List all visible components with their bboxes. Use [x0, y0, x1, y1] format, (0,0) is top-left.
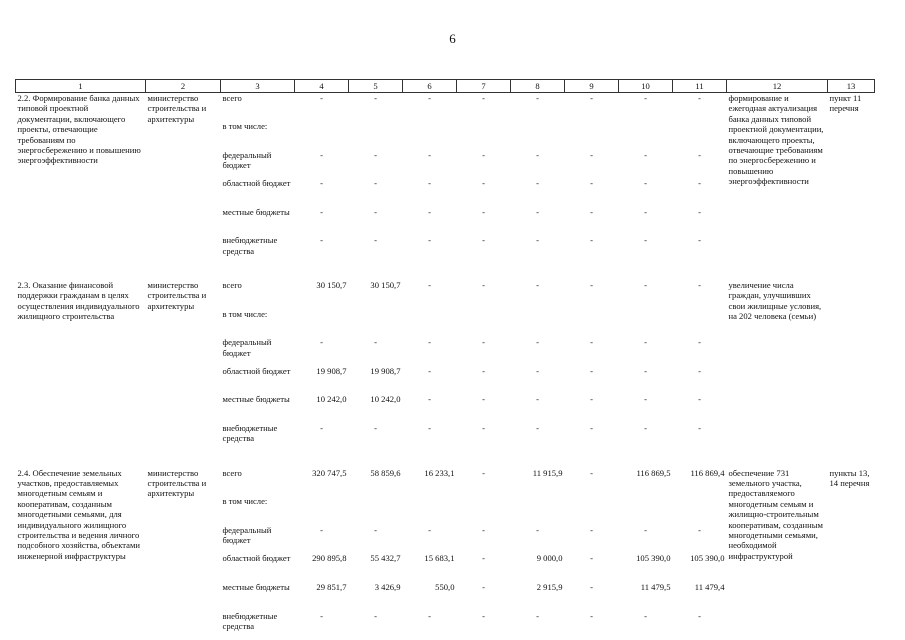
amount-cell: - [482, 610, 485, 621]
amount-cell: - [536, 280, 539, 291]
amount-cell: - [644, 280, 647, 291]
amount-cell: - [590, 235, 593, 246]
amount-cell [295, 309, 349, 338]
amount-cell: - [698, 206, 701, 217]
section-spacer [16, 264, 875, 280]
amount-cell: - [644, 423, 647, 434]
amount-cell [619, 309, 673, 338]
amount-cell: - [428, 206, 431, 217]
amount-cell: 30 150,7 [316, 280, 347, 291]
page-number: 6 [449, 31, 456, 46]
amount-cell [673, 496, 727, 525]
amount-cell: - [590, 93, 593, 103]
amount-cell: - [428, 280, 431, 291]
amount-cell [511, 121, 565, 150]
amount-cell [673, 309, 727, 338]
column-header-7: 7 [457, 80, 511, 93]
header-row [16, 80, 875, 93]
amount-cell: - [590, 149, 593, 160]
amount-cell: 9 000,0 [536, 553, 563, 564]
amount-cell: - [482, 394, 485, 405]
amount-cell: - [536, 365, 539, 376]
amount-cell: - [482, 423, 485, 434]
amount-cell: - [320, 178, 323, 189]
amount-cell [565, 309, 619, 338]
amount-cell [511, 309, 565, 338]
amount-cell: - [482, 467, 485, 478]
amount-cell: - [644, 206, 647, 217]
amount-cell: - [374, 423, 377, 434]
program-table [15, 79, 875, 639]
expected-result: обеспечение 731 земельного участка, предоставляемого многодетным семьям и жилищно-строительным кооперативам, созданным многодетными семьями, необходимой инфраструктурой [728, 467, 823, 561]
amount-cell: - [698, 149, 701, 160]
amount-cell [295, 496, 349, 525]
amount-cell: - [698, 337, 701, 348]
amount-cell: 11 479,5 [640, 582, 671, 592]
amount-cell: 320 747,5 [312, 467, 347, 478]
amount-cell [457, 121, 511, 150]
list-reference [828, 280, 875, 452]
amount-cell: - [482, 280, 485, 291]
amount-cell [457, 496, 511, 525]
amount-cell: - [698, 280, 701, 291]
funding-source-label: в том числе: [222, 496, 268, 507]
amount-cell: - [374, 178, 377, 189]
amount-cell: - [374, 149, 377, 160]
amount-cell: 550,0 [435, 582, 455, 592]
funding-source-label: внебюджетные средства [222, 610, 278, 631]
amount-cell: - [320, 610, 323, 621]
amount-cell: - [428, 235, 431, 246]
amount-cell [403, 309, 457, 338]
funding-source-label: внебюджетные средства [222, 235, 278, 256]
amount-cell: - [536, 337, 539, 348]
amount-cell: - [536, 149, 539, 160]
amount-cell: - [482, 524, 485, 535]
amount-cell [403, 496, 457, 525]
funding-source-label: в том числе: [222, 121, 268, 132]
executor: министерство строительства и архитектуры [147, 467, 207, 499]
expected-result: увеличение числа граждан, улучшивших свои жилищные условия, на 202 человека (семьи) [728, 280, 822, 322]
executor: министерство строительства и архитектуры [147, 93, 207, 124]
amount-cell: - [590, 337, 593, 348]
column-header-2: 2 [146, 80, 221, 93]
funding-source-label: всего [222, 93, 242, 103]
amount-cell: - [590, 280, 593, 291]
amount-cell: - [590, 206, 593, 217]
table-row [16, 280, 875, 309]
amount-cell: - [374, 206, 377, 217]
funding-source-label: всего [222, 467, 242, 478]
amount-cell: 105 390,0 [690, 553, 725, 564]
measure-name: 2.4. Обеспечение земельных участков, предоставляемых многодетным семьям и кооперативам, созданным многодетными семьями, для индивидуального жилищного строительства и ведения личного подсобного хозяйства, объектами инженерной инфраструктуры [17, 467, 140, 561]
amount-cell: - [698, 235, 701, 246]
amount-cell: - [590, 610, 593, 621]
amount-cell: 30 150,7 [370, 280, 401, 291]
amount-cell: - [590, 394, 593, 405]
amount-cell: - [428, 149, 431, 160]
amount-cell: - [644, 337, 647, 348]
amount-cell: - [536, 524, 539, 535]
amount-cell: - [482, 553, 485, 564]
amount-cell: 19 908,7 [316, 365, 347, 376]
amount-cell: - [482, 235, 485, 246]
amount-cell: - [374, 524, 377, 535]
amount-cell: - [320, 93, 323, 103]
amount-cell: - [698, 394, 701, 405]
amount-cell: - [590, 582, 593, 592]
funding-source-label: внебюджетные средства [222, 423, 278, 444]
amount-cell: - [644, 235, 647, 246]
amount-cell: - [536, 206, 539, 217]
amount-cell: 19 908,7 [370, 365, 401, 376]
amount-cell: - [428, 337, 431, 348]
amount-cell [619, 496, 673, 525]
amount-cell: 10 242,0 [370, 394, 401, 405]
amount-cell [349, 309, 403, 338]
column-header-13: 13 [828, 80, 875, 93]
amount-cell: - [644, 149, 647, 160]
amount-cell: 105 390,0 [636, 553, 671, 564]
executor: министерство строительства и архитектуры [147, 280, 207, 311]
amount-cell: - [428, 610, 431, 621]
amount-cell: - [590, 365, 593, 376]
amount-cell: - [644, 93, 647, 103]
amount-cell: - [374, 235, 377, 246]
list-reference: пункты 13, 14 перечня [829, 467, 870, 489]
funding-source-label: федеральный бюджет [222, 337, 272, 358]
amount-cell: - [536, 423, 539, 434]
amount-cell: - [482, 206, 485, 217]
table-row [16, 468, 875, 497]
amount-cell: - [428, 524, 431, 535]
amount-cell: 11 479,4 [694, 582, 725, 592]
amount-cell: - [644, 394, 647, 405]
amount-cell: - [320, 524, 323, 535]
funding-source-label: областной бюджет [222, 365, 291, 376]
funding-source-label: областной бюджет [222, 553, 291, 564]
amount-cell [349, 496, 403, 525]
amount-cell: 290 895,8 [312, 553, 347, 564]
amount-cell: - [482, 178, 485, 189]
amount-cell: - [590, 423, 593, 434]
amount-cell: - [320, 149, 323, 160]
amount-cell: - [428, 93, 431, 103]
section-spacer [16, 452, 875, 468]
amount-cell: 16 233,1 [424, 467, 455, 478]
amount-cell: 29 851,7 [316, 582, 347, 592]
amount-cell: - [698, 178, 701, 189]
column-header-5: 5 [349, 80, 403, 93]
column-header-4: 4 [295, 80, 349, 93]
amount-cell [457, 309, 511, 338]
amount-cell: - [590, 178, 593, 189]
amount-cell: - [698, 93, 701, 103]
amount-cell: - [644, 365, 647, 376]
amount-cell [565, 496, 619, 525]
amount-cell: - [590, 467, 593, 478]
amount-cell: - [374, 337, 377, 348]
amount-cell [349, 121, 403, 150]
column-header-3: 3 [221, 80, 295, 93]
funding-source-label: местные бюджеты [222, 394, 290, 405]
amount-cell: - [644, 610, 647, 621]
amount-cell: - [482, 365, 485, 376]
amount-cell: - [536, 394, 539, 405]
amount-cell: 10 242,0 [316, 394, 347, 405]
amount-cell: - [482, 149, 485, 160]
amount-cell: - [536, 235, 539, 246]
amount-cell: - [698, 524, 701, 535]
amount-cell: 116 869,4 [690, 467, 725, 478]
amount-cell: 11 915,9 [532, 467, 563, 478]
amount-cell: - [698, 365, 701, 376]
funding-source-label: местные бюджеты [222, 582, 290, 592]
amount-cell: - [590, 524, 593, 535]
amount-cell: - [536, 178, 539, 189]
amount-cell: 3 426,9 [374, 582, 401, 592]
amount-cell: - [536, 610, 539, 621]
amount-cell [565, 121, 619, 150]
expected-result: формирование и ежегодная актуализация банка данных типовой проектной документации, включающего проекты, отвечающие требованиям по энергосбережению и повышению энергоэффективности [728, 93, 824, 187]
measure-name: 2.2. Формирование банка данных типовой проектной документации, включающего проекты, отвечающие требованиям по энергосбережению и повышению энергоэффективности [17, 93, 141, 166]
funding-source-label: федеральный бюджет [222, 149, 272, 171]
amount-cell: 58 859,6 [370, 467, 401, 478]
amount-cell: - [482, 337, 485, 348]
amount-cell [619, 121, 673, 150]
amount-cell [673, 121, 727, 150]
funding-source-label: в том числе: [222, 308, 268, 319]
amount-cell: - [320, 235, 323, 246]
amount-cell: - [320, 206, 323, 217]
amount-cell: - [374, 93, 377, 103]
amount-cell: - [428, 178, 431, 189]
table-row [16, 93, 875, 122]
amount-cell [295, 121, 349, 150]
measure-name: 2.3. Оказание финансовой поддержки гражданам в целях осуществления индивидуального жилищного строительства [17, 280, 140, 322]
amount-cell: 2 915,9 [536, 582, 563, 592]
column-header-10: 10 [619, 80, 673, 93]
column-header-12: 12 [727, 80, 828, 93]
amount-cell: - [374, 610, 377, 621]
amount-cell: - [482, 582, 485, 592]
amount-cell: - [320, 423, 323, 434]
amount-cell: - [698, 610, 701, 621]
amount-cell: 116 869,5 [636, 467, 671, 478]
amount-cell [511, 496, 565, 525]
funding-source-label: федеральный бюджет [222, 524, 272, 546]
column-header-1: 1 [16, 80, 146, 93]
funding-source-label: всего [222, 280, 242, 291]
funding-source-label: областной бюджет [222, 178, 291, 189]
amount-cell: - [644, 524, 647, 535]
amount-cell: - [428, 394, 431, 405]
column-header-8: 8 [511, 80, 565, 93]
amount-cell: - [698, 423, 701, 434]
amount-cell: - [644, 178, 647, 189]
column-header-9: 9 [565, 80, 619, 93]
amount-cell: - [428, 423, 431, 434]
list-reference: пункт 11 перечня [829, 93, 862, 114]
amount-cell: - [428, 365, 431, 376]
amount-cell: 55 432,7 [370, 553, 401, 564]
amount-cell: 15 683,1 [424, 553, 455, 564]
column-header-11: 11 [673, 80, 727, 93]
amount-cell [403, 121, 457, 150]
amount-cell: - [590, 553, 593, 564]
funding-source-label: местные бюджеты [222, 206, 290, 217]
column-header-6: 6 [403, 80, 457, 93]
amount-cell: - [536, 93, 539, 103]
amount-cell: - [482, 93, 485, 103]
amount-cell: - [320, 337, 323, 348]
